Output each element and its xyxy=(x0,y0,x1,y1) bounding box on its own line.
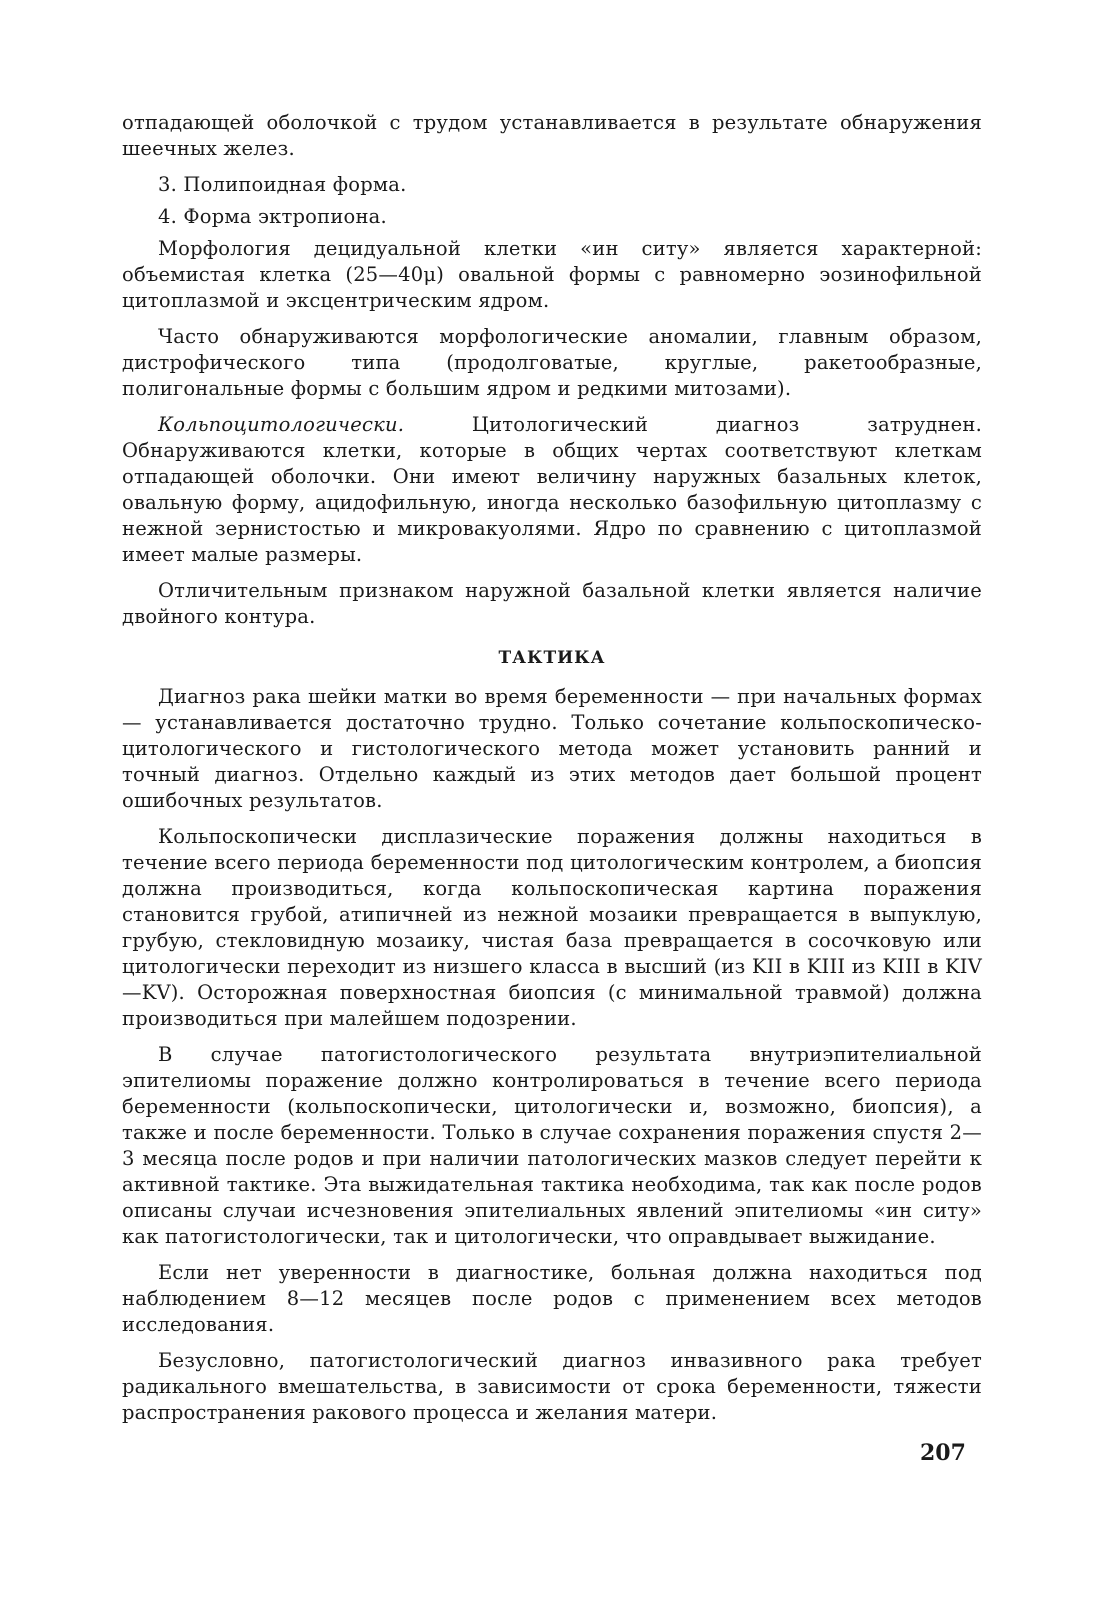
paragraph-invasive: Безусловно, патогистологический диагноз инвазивного рака требует радикального вмешательства, в зависимости от срока беременности, тяжести распространения ракового процесса и желания матери. xyxy=(122,1349,982,1424)
paragraph-observation: Если нет уверенности в диагностике, больная должна находиться под наблюдением 8—12 месяцев после родов с применением всех методов исследования. xyxy=(122,1261,982,1336)
paragraph-diagnosis: Диагноз рака шейки матки во время беременности — при начальных формах — устанавливается достаточно трудно. Только сочетание кольпоскопическо-цитологического и гистологического метода может установить ранний и точный диагноз. Отдельно каждый из этих методов дает большой процент ошибочных результатов. xyxy=(122,685,982,812)
colpocytology-text: Цитологический диагноз затруднен. Обнаруживаются клетки, которые в общих чертах соответствуют клеткам отпадающей оболочки. Они имеют величину наружных базальных клеток, овальную форму, ацидофильную, иногда несколько базофильную цитоплазму с нежной зернистостью и микровакуолями. Ядро по сравнению с цитоплазмой имеет малые размеры. xyxy=(122,413,982,566)
list-item-polypoid: 3. Полипоидная форма. xyxy=(158,173,407,196)
paragraph-continuation: отпадающей оболочкой с трудом устанавливается в результате обнаружения шеечных желез. xyxy=(122,111,982,160)
list-item-ectropion: 4. Форма эктропиона. xyxy=(158,205,387,228)
paragraph-colposcopy: Кольпоскопически дисплазические поражения должны находиться в течение всего периода беременности под цитологическим контролем, а биопсия должна производиться, когда кольпоскопическая картина поражения становится грубой, атипичней из нежной мозаики превращается в выпуклую, грубую, стекловидную мозаику, чистая база превращается в сосочковую или цитологически переходит из низшего класса в высший (из KII в KIII из KIII в KIV—KV). Осторожная поверхностная биопсия (с минимальной травмой) должна производиться при малейшем подозрении. xyxy=(122,825,982,1030)
page-body xyxy=(122,110,982,1436)
section-heading: ТАКТИКА xyxy=(498,648,606,668)
paragraph-distinctive: Отличительным признаком наружной базальной клетки является наличие двойного контура. xyxy=(122,579,982,628)
paragraph-histology: В случае патогистологического результата внутриэпителиальной эпителиомы поражение должно контролироваться в течение всего периода беременности (кольпоскопически, цитологически и, возможно, биопсия), а также и после беременности. Только в случае сохранения поражения спустя 2—3 месяца после родов и при наличии патологических мазков следует перейти к активной тактике. Эта выжидательная тактика необходима, так как после родов описаны случаи исчезновения эпителиальных явлений эпителиомы «ин ситу» как патогистологически, так и цитологически, что оправдывает выжидание. xyxy=(122,1043,982,1248)
page-number: 207 xyxy=(920,1440,966,1466)
paragraph-morphology: Морфология децидуальной клетки «ин ситу» является характерной: объемистая клетка (25—40μ) овальной формы с равномерно эозинофильной цитоплазмой и эксцентрическим ядром. xyxy=(122,237,982,312)
paragraph-colpocytology xyxy=(122,412,982,568)
colpocytology-lead: Кольпоцитологически. xyxy=(158,413,405,436)
paragraph-anomalies: Часто обнаруживаются морфологические аномалии, главным образом, дистрофического типа (продолговатые, круглые, ракетообразные, полигональные формы с большим ядром и редкими митозами). xyxy=(122,325,982,400)
